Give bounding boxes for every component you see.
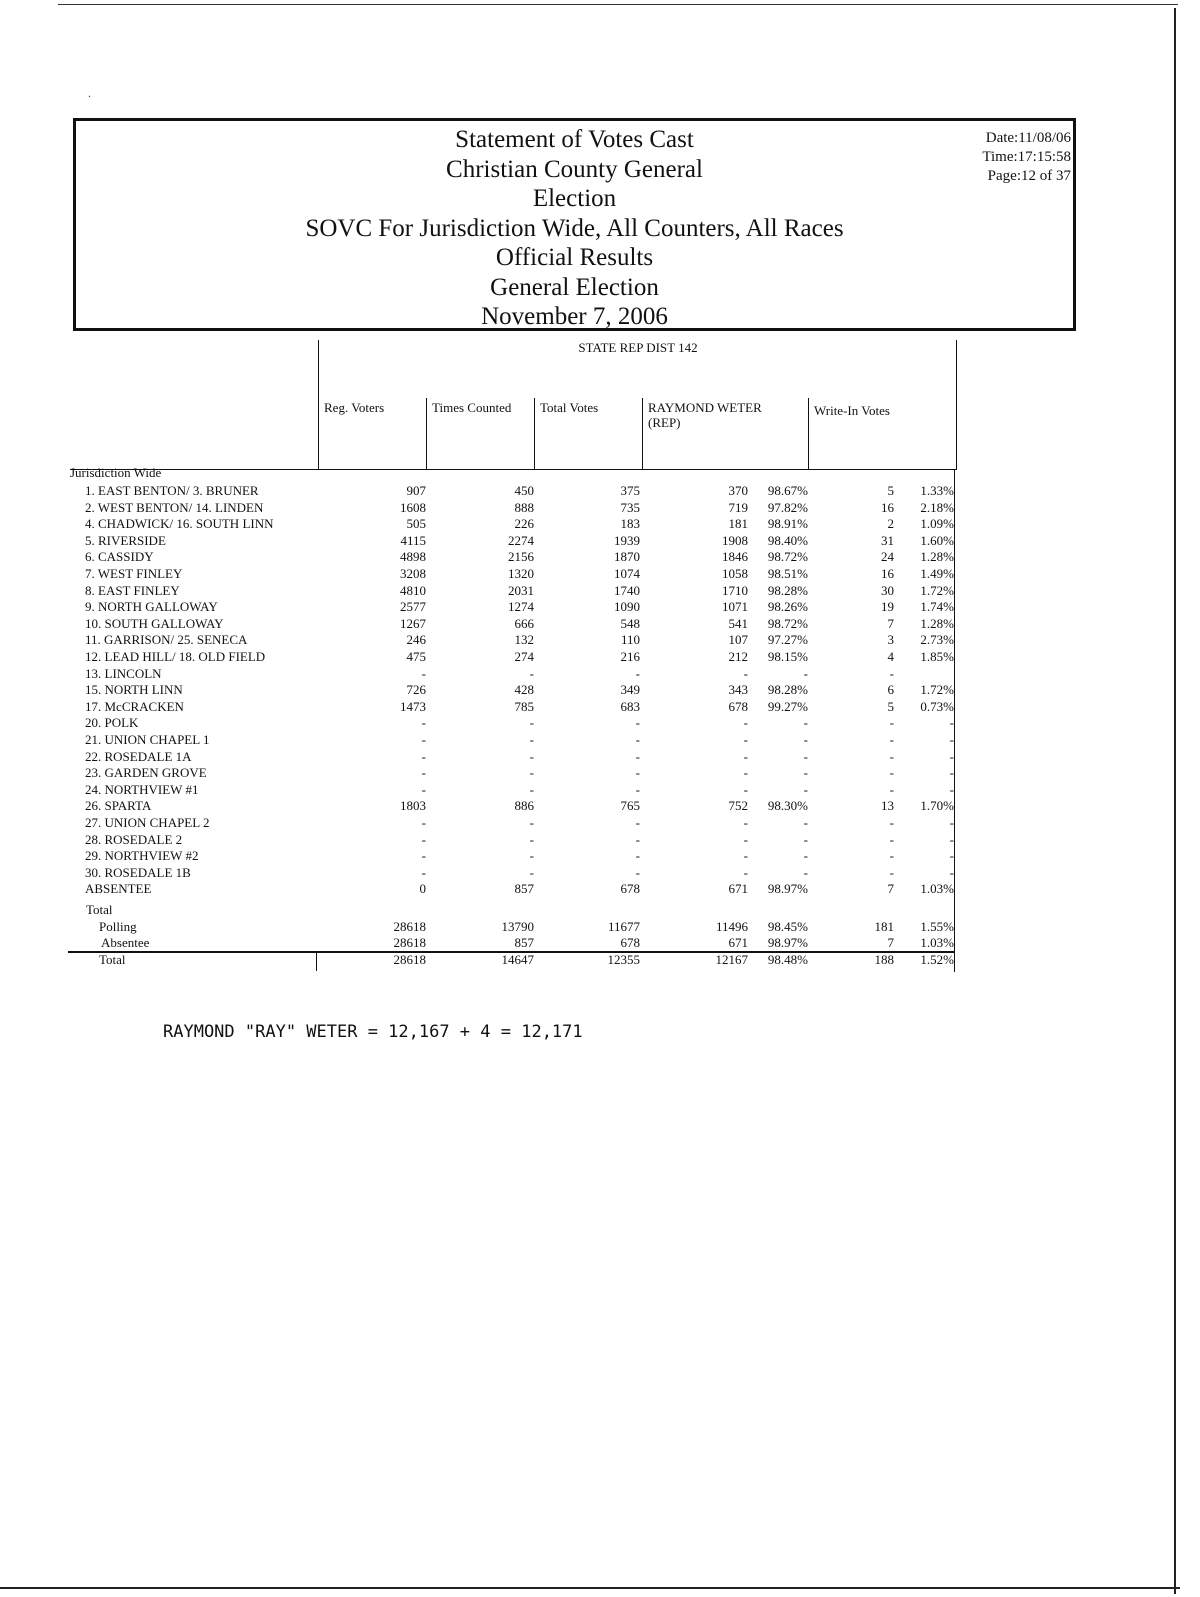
- report-title-line: Official Results: [495, 244, 654, 271]
- reg-voters-cell: -: [421, 765, 426, 781]
- reg-voters-cell: 0: [419, 881, 426, 897]
- candidate-pct-cell: 98.97%: [767, 881, 808, 897]
- precinct-name: 27. UNION CHAPEL 2: [85, 815, 210, 830]
- precinct-name: 6. CASSIDY: [85, 549, 154, 565]
- total-votes-cell: 1740: [614, 582, 640, 598]
- total-votes-cell: -: [635, 748, 640, 764]
- candidate-votes-cell: 671: [728, 935, 748, 950]
- total-votes-cell: 683: [620, 698, 640, 714]
- write-in-pct-cell: -: [949, 715, 954, 731]
- candidate-pct-cell: 98.67%: [767, 483, 808, 498]
- write-in-pct-cell: 1.03%: [920, 881, 954, 897]
- write-in-pct-cell: 1.72%: [920, 582, 954, 598]
- write-in-pct-cell: 1.49%: [920, 566, 954, 581]
- table-row: [0, 599, 1200, 616]
- write-in-votes-cell: 6: [887, 682, 894, 698]
- reg-voters-cell: 28618: [393, 952, 426, 967]
- total-votes-cell: -: [635, 765, 640, 781]
- candidate-pct-cell: 98.30%: [767, 798, 808, 814]
- report-title-line: SOVC For Jurisdiction Wide, All Counters, All Races: [305, 214, 844, 242]
- reg-voters-cell: -: [421, 732, 426, 747]
- times-counted-cell: 886: [514, 798, 534, 814]
- precinct-name: Total: [99, 952, 126, 967]
- write-in-pct-cell: -: [949, 765, 954, 781]
- candidate-pct-cell: 98.28%: [767, 582, 808, 598]
- table-row: [0, 566, 1200, 583]
- candidate-pct-cell: 99.27%: [767, 698, 808, 714]
- total-votes-cell: 548: [620, 615, 640, 631]
- precinct-name: 30. ROSEDALE 1B: [85, 864, 191, 880]
- total-votes-cell: 1870: [614, 549, 640, 565]
- candidate-votes-cell: 541: [728, 615, 748, 631]
- report-title-line: Statement of Votes Cast: [455, 126, 694, 153]
- reg-voters-cell: 475: [406, 649, 426, 664]
- candidate-pct-cell: 98.72%: [767, 615, 808, 631]
- precinct-name: 13. LINCOLN: [85, 665, 162, 681]
- table-row: [0, 583, 1200, 600]
- times-counted-cell: 428: [514, 682, 534, 698]
- write-in-pct-cell: -: [949, 815, 954, 830]
- times-counted-cell: -: [529, 665, 534, 681]
- report-title-line: General Election: [490, 273, 659, 301]
- table-row: [0, 798, 1200, 815]
- col-header-reg-voters: Reg. Voters: [324, 400, 385, 415]
- write-in-votes-cell: -: [889, 815, 894, 830]
- precinct-name: 5. RIVERSIDE: [85, 532, 166, 548]
- candidate-votes-cell: -: [743, 765, 748, 781]
- candidate-votes-cell: 12167: [715, 952, 748, 967]
- candidate-pct-cell: -: [803, 715, 808, 731]
- candidate-votes-cell: 1710: [722, 582, 748, 598]
- precinct-name: 22. ROSEDALE 1A: [85, 748, 192, 764]
- write-in-pct-cell: 1.28%: [920, 615, 954, 631]
- table-row: [0, 616, 1200, 633]
- candidate-party: (REP): [648, 415, 681, 430]
- precinct-name: 7. WEST FINLEY: [85, 566, 183, 581]
- precinct-name: ABSENTEE: [85, 881, 152, 897]
- reg-voters-cell: 4810: [400, 582, 426, 598]
- total-votes-cell: -: [635, 781, 640, 797]
- section-label: Jurisdiction Wide: [70, 465, 162, 480]
- reg-voters-cell: -: [421, 715, 426, 731]
- scan-speck: .: [88, 86, 91, 100]
- write-in-pct-cell: 1.85%: [920, 649, 954, 664]
- total-votes-cell: -: [635, 831, 640, 847]
- times-counted-cell: 226: [514, 516, 534, 532]
- candidate-votes-cell: -: [743, 848, 748, 864]
- reg-voters-cell: 1803: [400, 798, 426, 814]
- candidate-pct-cell: 98.15%: [767, 649, 808, 664]
- write-in-pct-cell: -: [949, 781, 954, 797]
- total-votes-cell: -: [635, 715, 640, 731]
- write-in-votes-cell: 24: [881, 549, 894, 565]
- report-header-box: [73, 118, 1076, 331]
- times-counted-cell: 132: [514, 632, 534, 648]
- precinct-name: 1. EAST BENTON/ 3. BRUNER: [85, 483, 259, 498]
- times-counted-cell: 14647: [501, 952, 534, 967]
- reg-voters-cell: 505: [406, 516, 426, 532]
- report-title-line: Election: [532, 185, 617, 212]
- write-in-votes-cell: 5: [887, 698, 894, 714]
- table-row: [0, 881, 1200, 898]
- reg-voters-cell: 4115: [400, 532, 426, 548]
- col-header-total-votes: Total Votes: [540, 400, 599, 415]
- write-in-pct-cell: 1.74%: [920, 599, 954, 615]
- table-rule: [534, 398, 535, 470]
- reg-voters-cell: -: [421, 665, 426, 681]
- candidate-name: RAYMOND WETER: [648, 400, 762, 415]
- table-rule: [70, 469, 957, 470]
- table-row: [0, 865, 1200, 882]
- table-rule: [808, 398, 809, 470]
- candidate-pct-cell: -: [803, 848, 808, 864]
- precinct-name: 20. POLK: [85, 715, 139, 731]
- total-votes-cell: -: [635, 815, 640, 830]
- table-row: [0, 483, 1200, 500]
- write-in-votes-cell: -: [889, 781, 894, 797]
- write-in-pct-cell: 1.52%: [920, 952, 954, 967]
- total-votes-cell: 735: [620, 499, 640, 515]
- write-in-pct-cell: 2.18%: [920, 499, 954, 515]
- total-votes-cell: 12355: [607, 952, 640, 967]
- write-in-pct-cell: -: [949, 864, 954, 880]
- table-row: [0, 935, 1200, 952]
- table-row: [0, 782, 1200, 799]
- table-row: [0, 699, 1200, 716]
- write-in-pct-cell: -: [949, 831, 954, 847]
- reg-voters-cell: 28618: [393, 919, 426, 934]
- times-counted-cell: -: [529, 765, 534, 781]
- candidate-pct-cell: 98.28%: [767, 682, 808, 698]
- times-counted-cell: -: [529, 732, 534, 747]
- write-in-pct-cell: 1.03%: [920, 935, 954, 950]
- table-row: [0, 815, 1200, 832]
- write-in-votes-cell: -: [889, 765, 894, 781]
- write-in-votes-cell: -: [889, 848, 894, 864]
- report-time: Time:17:15:58: [982, 149, 1071, 165]
- write-in-votes-cell: 2: [887, 516, 894, 532]
- times-counted-cell: 1320: [508, 566, 534, 581]
- times-counted-cell: 450: [514, 483, 534, 498]
- candidate-votes-cell: 1846: [722, 549, 748, 565]
- precinct-name: 8. EAST FINLEY: [85, 582, 180, 598]
- times-counted-cell: 13790: [501, 919, 534, 934]
- col-header-candidate: [648, 400, 762, 430]
- candidate-pct-cell: 98.51%: [767, 566, 808, 581]
- total-votes-cell: 110: [620, 632, 640, 648]
- write-in-votes-cell: -: [889, 864, 894, 880]
- table-row: [0, 516, 1200, 533]
- write-in-votes-cell: -: [889, 748, 894, 764]
- candidate-pct-cell: -: [803, 781, 808, 797]
- handwritten-note: RAYMOND "RAY" WETER = 12,167 + 4 = 12,171: [163, 1022, 583, 1042]
- report-page: Page:12 of 37: [987, 168, 1071, 184]
- total-votes-cell: -: [635, 665, 640, 681]
- total-votes-cell: 1074: [614, 566, 640, 581]
- write-in-votes-cell: 30: [881, 582, 894, 598]
- table-row: [0, 649, 1200, 666]
- reg-voters-cell: 907: [406, 483, 426, 498]
- write-in-pct-cell: 1.70%: [920, 798, 954, 814]
- precinct-name: 21. UNION CHAPEL 1: [85, 732, 210, 747]
- candidate-votes-cell: -: [743, 781, 748, 797]
- table-row: [0, 765, 1200, 782]
- write-in-pct-cell: 0.73%: [920, 698, 954, 714]
- scan-top-border: [58, 4, 1178, 5]
- reg-voters-cell: 2577: [400, 599, 426, 615]
- write-in-votes-cell: -: [889, 831, 894, 847]
- reg-voters-cell: 3208: [400, 566, 426, 581]
- times-counted-cell: 1274: [508, 599, 534, 615]
- write-in-votes-cell: 188: [874, 952, 894, 967]
- write-in-votes-cell: 19: [881, 599, 894, 615]
- times-counted-cell: -: [529, 831, 534, 847]
- times-counted-cell: -: [529, 781, 534, 797]
- candidate-votes-cell: -: [743, 715, 748, 731]
- candidate-votes-cell: 11496: [715, 919, 748, 934]
- reg-voters-cell: -: [421, 748, 426, 764]
- total-votes-cell: 765: [620, 798, 640, 814]
- candidate-pct-cell: -: [803, 765, 808, 781]
- table-rule: [426, 398, 427, 470]
- write-in-votes-cell: -: [889, 732, 894, 747]
- totals-label: Total: [86, 902, 113, 917]
- reg-voters-cell: 246: [406, 632, 426, 648]
- col-header-times-counted: Times Counted: [432, 400, 512, 415]
- candidate-pct-cell: 97.27%: [767, 632, 808, 648]
- race-title: STATE REP DIST 142: [578, 340, 698, 355]
- times-counted-cell: 274: [514, 649, 534, 664]
- candidate-votes-cell: 370: [728, 483, 748, 498]
- candidate-votes-cell: -: [743, 831, 748, 847]
- times-counted-cell: 857: [514, 935, 534, 950]
- total-votes-cell: 678: [620, 881, 640, 897]
- total-votes-cell: 11677: [607, 919, 640, 934]
- precinct-name: 10. SOUTH GALLOWAY: [85, 615, 224, 631]
- report-meta: [982, 129, 1071, 186]
- reg-voters-cell: 28618: [393, 935, 426, 950]
- write-in-votes-cell: -: [889, 715, 894, 731]
- table-row: [0, 749, 1200, 766]
- table-row: [0, 549, 1200, 566]
- table-row: [0, 666, 1200, 683]
- reg-voters-cell: -: [421, 831, 426, 847]
- write-in-votes-cell: 5: [887, 483, 894, 498]
- write-in-pct-cell: -: [949, 748, 954, 764]
- total-votes-cell: -: [635, 864, 640, 880]
- precinct-name: 29. NORTHVIEW #2: [85, 848, 199, 864]
- precinct-name: 15. NORTH LINN: [85, 682, 183, 698]
- report-titles: [76, 125, 1073, 332]
- write-in-votes-cell: 16: [881, 566, 894, 581]
- table-row: [0, 919, 1200, 936]
- candidate-votes-cell: -: [743, 815, 748, 830]
- total-votes-cell: 1939: [614, 532, 640, 548]
- candidate-votes-cell: 181: [728, 516, 748, 532]
- write-in-votes-cell: 13: [881, 798, 894, 814]
- candidate-pct-cell: -: [803, 831, 808, 847]
- write-in-pct-cell: 1.55%: [920, 919, 954, 934]
- total-votes-cell: 183: [620, 516, 640, 532]
- write-in-votes-cell: 31: [881, 532, 894, 548]
- candidate-pct-cell: -: [803, 864, 808, 880]
- times-counted-cell: -: [529, 715, 534, 731]
- table-row: [0, 732, 1200, 749]
- write-in-pct-cell: 1.33%: [920, 483, 954, 498]
- write-in-votes-cell: 181: [874, 919, 894, 934]
- candidate-votes-cell: 1071: [722, 599, 748, 615]
- report-title-line: Christian County General: [446, 155, 703, 183]
- write-in-pct-cell: 1.72%: [920, 682, 954, 698]
- times-counted-cell: 857: [514, 881, 534, 897]
- write-in-votes-cell: 16: [881, 499, 894, 515]
- totals-label-row: [0, 902, 1200, 919]
- candidate-pct-cell: -: [803, 748, 808, 764]
- write-in-votes-cell: 7: [887, 881, 894, 897]
- reg-voters-cell: -: [421, 848, 426, 864]
- report-date: Date:11/08/06: [985, 130, 1071, 146]
- write-in-pct-cell: 2.73%: [920, 632, 954, 648]
- total-votes-cell: -: [635, 732, 640, 747]
- write-in-votes-cell: 4: [887, 649, 894, 664]
- precinct-name: 17. McCRACKEN: [85, 698, 184, 714]
- candidate-votes-cell: -: [743, 732, 748, 747]
- candidate-votes-cell: -: [743, 748, 748, 764]
- write-in-votes-cell: 7: [887, 615, 894, 631]
- write-in-pct-cell: 1.60%: [920, 532, 954, 548]
- times-counted-cell: 2031: [508, 582, 534, 598]
- times-counted-cell: 888: [514, 499, 534, 515]
- times-counted-cell: 2156: [508, 549, 534, 565]
- candidate-pct-cell: 98.45%: [767, 919, 808, 934]
- times-counted-cell: -: [529, 748, 534, 764]
- candidate-pct-cell: 98.40%: [767, 532, 808, 548]
- reg-voters-cell: 1267: [400, 615, 426, 631]
- scan-bottom-border: [0, 1587, 1180, 1589]
- precinct-name: 24. NORTHVIEW #1: [85, 781, 199, 797]
- candidate-votes-cell: 752: [728, 798, 748, 814]
- candidate-votes-cell: 212: [728, 649, 748, 664]
- precinct-name: 9. NORTH GALLOWAY: [85, 599, 218, 615]
- write-in-pct-cell: 1.09%: [920, 516, 954, 532]
- candidate-votes-cell: 1908: [722, 532, 748, 548]
- table-row: [0, 832, 1200, 849]
- table-row: [0, 952, 1200, 969]
- candidate-pct-cell: 98.97%: [767, 935, 808, 950]
- times-counted-cell: -: [529, 864, 534, 880]
- reg-voters-cell: 4898: [400, 549, 426, 565]
- table-row: [0, 632, 1200, 649]
- candidate-votes-cell: -: [743, 864, 748, 880]
- write-in-pct-cell: -: [949, 732, 954, 747]
- precinct-name: 28. ROSEDALE 2: [85, 831, 183, 847]
- precinct-name: 11. GARRISON/ 25. SENECA: [85, 632, 248, 648]
- report-title-line: November 7, 2006: [481, 303, 668, 330]
- write-in-votes-cell: 3: [887, 632, 894, 648]
- candidate-pct-cell: 98.26%: [767, 599, 808, 615]
- table-rule: [642, 398, 643, 470]
- times-counted-cell: -: [529, 815, 534, 830]
- reg-voters-cell: -: [421, 864, 426, 880]
- table-row: [0, 848, 1200, 865]
- total-votes-cell: 1090: [614, 599, 640, 615]
- precinct-name: Absentee: [101, 935, 150, 950]
- table-rule: [318, 340, 319, 470]
- col-header-write-in: Write-In Votes: [814, 403, 890, 418]
- reg-voters-cell: 1473: [400, 698, 426, 714]
- times-counted-cell: -: [529, 848, 534, 864]
- candidate-votes-cell: 107: [728, 632, 748, 648]
- write-in-pct-cell: -: [949, 848, 954, 864]
- reg-voters-cell: -: [421, 781, 426, 797]
- total-votes-cell: 216: [620, 649, 640, 664]
- table-row: [0, 682, 1200, 699]
- candidate-votes-cell: 719: [728, 499, 748, 515]
- candidate-pct-cell: -: [803, 732, 808, 747]
- reg-voters-cell: 726: [406, 682, 426, 698]
- table-rule: [956, 340, 957, 470]
- precinct-name: Polling: [99, 919, 137, 934]
- total-votes-cell: 375: [620, 483, 640, 498]
- candidate-votes-cell: 678: [728, 698, 748, 714]
- candidate-pct-cell: 98.48%: [767, 952, 808, 967]
- candidate-votes-cell: -: [743, 665, 748, 681]
- times-counted-cell: 2274: [508, 532, 534, 548]
- table-row: [0, 715, 1200, 732]
- total-votes-cell: 349: [620, 682, 640, 698]
- candidate-votes-cell: 1058: [722, 566, 748, 581]
- candidate-votes-cell: 343: [728, 682, 748, 698]
- candidate-pct-cell: -: [803, 815, 808, 830]
- precinct-name: 2. WEST BENTON/ 14. LINDEN: [85, 499, 264, 515]
- write-in-pct-cell: 1.28%: [920, 549, 954, 565]
- candidate-pct-cell: -: [803, 665, 808, 681]
- candidate-pct-cell: 98.91%: [767, 516, 808, 532]
- total-votes-cell: 678: [620, 935, 640, 950]
- precinct-name: 26. SPARTA: [85, 798, 152, 814]
- write-in-votes-cell: -: [889, 665, 894, 681]
- candidate-pct-cell: 98.72%: [767, 549, 808, 565]
- precinct-name: 23. GARDEN GROVE: [85, 765, 207, 781]
- candidate-pct-cell: 97.82%: [767, 499, 808, 515]
- precinct-name: 4. CHADWICK/ 16. SOUTH LINN: [85, 516, 274, 532]
- reg-voters-cell: -: [421, 815, 426, 830]
- table-row: [0, 533, 1200, 550]
- reg-voters-cell: 1608: [400, 499, 426, 515]
- write-in-votes-cell: 7: [887, 935, 894, 950]
- total-votes-cell: -: [635, 848, 640, 864]
- candidate-votes-cell: 671: [728, 881, 748, 897]
- times-counted-cell: 666: [514, 615, 534, 631]
- precinct-name: 12. LEAD HILL/ 18. OLD FIELD: [85, 649, 266, 664]
- times-counted-cell: 785: [514, 698, 534, 714]
- table-row: [0, 500, 1200, 517]
